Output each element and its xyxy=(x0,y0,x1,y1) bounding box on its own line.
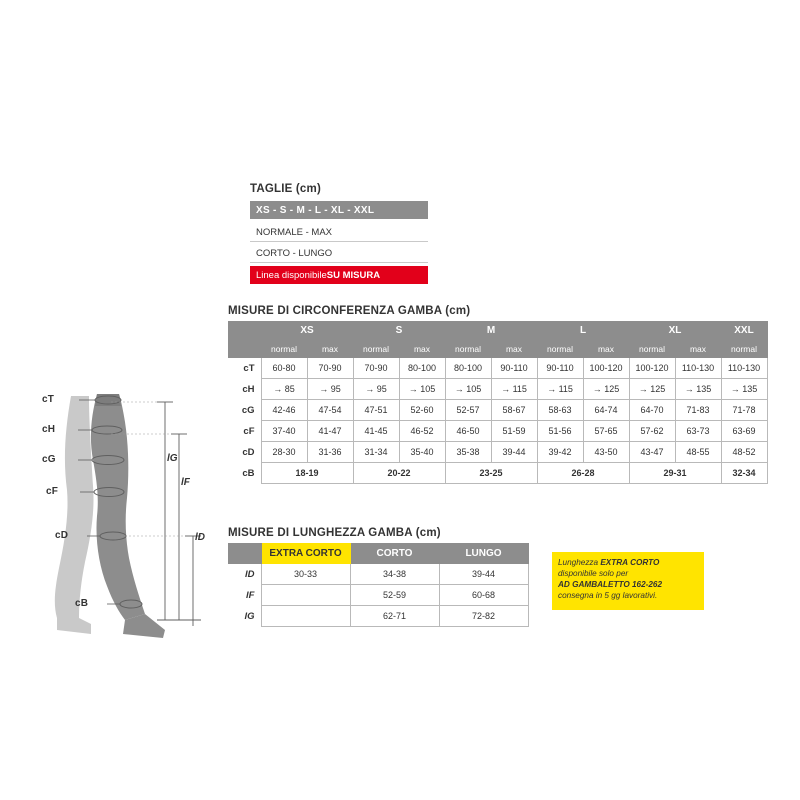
size-header-s: S xyxy=(353,322,445,340)
length-header-extra-corto: EXTRA CORTO xyxy=(261,544,350,564)
diagram-label-lD: lD xyxy=(195,532,205,543)
corner-cell xyxy=(229,322,262,340)
length-cell-lF-corto: 52-59 xyxy=(350,585,439,606)
length-row-label-lF: lF xyxy=(229,585,262,606)
cell-cF-7: 57-65 xyxy=(583,421,629,442)
length-row-lD xyxy=(229,564,529,585)
cell-cT-10: 110-130 xyxy=(721,358,767,379)
diagram-label-cD: cD xyxy=(55,530,69,541)
diagram-label-cG: cG xyxy=(42,454,56,465)
circumference-size-header-row xyxy=(229,322,768,340)
cell-cF-3: 46-52 xyxy=(399,421,445,442)
leg-diagram xyxy=(42,390,225,650)
cell-cG-3: 52-60 xyxy=(399,400,445,421)
cell-cD-6: 39-42 xyxy=(537,442,583,463)
cell-cH-4: → 105 xyxy=(445,379,491,400)
sub-header-6: normal xyxy=(537,340,583,358)
row-label-cT: cT xyxy=(229,358,262,379)
size-header-m: M xyxy=(445,322,537,340)
cell-cD-2: 31-34 xyxy=(353,442,399,463)
cell-cF-10: 63-69 xyxy=(721,421,767,442)
circumference-sub-header-row xyxy=(229,340,768,358)
cell-cD-3: 35-40 xyxy=(399,442,445,463)
cell-cG-2: 47-51 xyxy=(353,400,399,421)
length-row-lG xyxy=(229,606,529,627)
sizes-title: TAGLIE (cm) xyxy=(250,183,321,195)
note-line3: AD GAMBALETTO 162-262 xyxy=(558,580,663,590)
cell-cT-0: 60-80 xyxy=(261,358,307,379)
sub-header-5: max xyxy=(491,340,537,358)
cell-cH-8: → 125 xyxy=(629,379,675,400)
length-row-label-lD: lD xyxy=(229,564,262,585)
size-header-l: L xyxy=(537,322,629,340)
length-cell-lG-extra-corto xyxy=(261,606,350,627)
cell-cD-4: 35-38 xyxy=(445,442,491,463)
cell-cG-4: 52-57 xyxy=(445,400,491,421)
cell-cT-5: 90-110 xyxy=(491,358,537,379)
row-label-cD: cD xyxy=(229,442,262,463)
length-cell-lD-extra-corto: 30-33 xyxy=(261,564,350,585)
cell-cF-6: 51-56 xyxy=(537,421,583,442)
cell-cF-4: 46-50 xyxy=(445,421,491,442)
cell-cH-9: → 135 xyxy=(675,379,721,400)
table-row-cG xyxy=(229,400,768,421)
extra-corto-note xyxy=(552,552,704,610)
diagram-label-cB: cB xyxy=(75,598,89,609)
cell-cB-m: 23-25 xyxy=(445,463,537,484)
length-header-row xyxy=(229,544,529,564)
sizes-line-normale-max: NORMALE - MAX xyxy=(250,224,428,242)
cell-cF-0: 37-40 xyxy=(261,421,307,442)
note-line4: consegna in 5 gg lavorativi. xyxy=(558,591,658,601)
cell-cG-6: 58-63 xyxy=(537,400,583,421)
back-foot-shape xyxy=(57,618,91,634)
length-cell-lD-lungo: 39-44 xyxy=(439,564,528,585)
cell-cB-xl: 29-31 xyxy=(629,463,721,484)
cell-cD-0: 28-30 xyxy=(261,442,307,463)
cell-cG-1: 47-54 xyxy=(307,400,353,421)
length-table xyxy=(228,543,529,627)
sub-header-3: max xyxy=(399,340,445,358)
size-header-xl: XL xyxy=(629,322,721,340)
sub-header-2: normal xyxy=(353,340,399,358)
cell-cF-8: 57-62 xyxy=(629,421,675,442)
sub-header-4: normal xyxy=(445,340,491,358)
custom-line-banner xyxy=(250,266,428,284)
sizes-line-corto-lungo: CORTO - LUNGO xyxy=(250,245,428,263)
length-cell-lG-lungo: 72-82 xyxy=(439,606,528,627)
cell-cD-10: 48-52 xyxy=(721,442,767,463)
cell-cD-8: 43-47 xyxy=(629,442,675,463)
cell-cH-0: → 85 xyxy=(261,379,307,400)
length-header-lungo: LUNGO xyxy=(439,544,528,564)
length-header-corto: CORTO xyxy=(350,544,439,564)
cell-cD-1: 31-36 xyxy=(307,442,353,463)
sizes-bar: XS - S - M - L - XL - XXL xyxy=(250,201,428,219)
cell-cH-10: → 135 xyxy=(721,379,767,400)
size-header-xxl: XXL xyxy=(721,322,767,340)
cell-cD-5: 39-44 xyxy=(491,442,537,463)
custom-line-strong: SU MISURA xyxy=(326,269,381,281)
note-line1-strong: EXTRA CORTO xyxy=(600,558,660,567)
cell-cH-3: → 105 xyxy=(399,379,445,400)
cell-cG-5: 58-67 xyxy=(491,400,537,421)
cell-cG-9: 71-83 xyxy=(675,400,721,421)
cell-cT-2: 70-90 xyxy=(353,358,399,379)
diagram-label-cF: cF xyxy=(46,486,59,497)
length-cell-lF-extra-corto xyxy=(261,585,350,606)
cell-cF-1: 41-47 xyxy=(307,421,353,442)
row-label-cG: cG xyxy=(229,400,262,421)
cell-cH-6: → 115 xyxy=(537,379,583,400)
length-corner-cell xyxy=(229,544,262,564)
cell-cB-s: 20-22 xyxy=(353,463,445,484)
cell-cG-0: 42-46 xyxy=(261,400,307,421)
cell-cH-2: → 95 xyxy=(353,379,399,400)
cell-cT-7: 100-120 xyxy=(583,358,629,379)
diagram-label-lG: lG xyxy=(167,453,178,464)
length-row-label-lG: lG xyxy=(229,606,262,627)
cell-cH-5: → 115 xyxy=(491,379,537,400)
sub-header-8: normal xyxy=(629,340,675,358)
cell-cG-10: 71-78 xyxy=(721,400,767,421)
row-label-cF: cF xyxy=(229,421,262,442)
front-leg-shape xyxy=(91,394,145,620)
cell-cF-9: 63-73 xyxy=(675,421,721,442)
cell-cD-9: 48-55 xyxy=(675,442,721,463)
note-line2: disponibile solo per xyxy=(558,569,629,579)
sub-header-10: normal xyxy=(721,340,767,358)
cell-cH-1: → 95 xyxy=(307,379,353,400)
cell-cT-8: 100-120 xyxy=(629,358,675,379)
table-row-cD xyxy=(229,442,768,463)
cell-cF-2: 41-45 xyxy=(353,421,399,442)
cell-cG-8: 64-70 xyxy=(629,400,675,421)
note-line1-plain: Lunghezza xyxy=(558,558,601,567)
circumference-table xyxy=(228,321,768,484)
cell-cH-7: → 125 xyxy=(583,379,629,400)
row-label-cH: cH xyxy=(229,379,262,400)
cell-cT-3: 80-100 xyxy=(399,358,445,379)
cell-cG-7: 64-74 xyxy=(583,400,629,421)
circumference-title: MISURE DI CIRCONFERENZA GAMBA (cm) xyxy=(228,305,471,317)
back-leg-shape xyxy=(55,396,94,618)
cell-cT-1: 70-90 xyxy=(307,358,353,379)
cell-cD-7: 43-50 xyxy=(583,442,629,463)
cell-cT-9: 110-130 xyxy=(675,358,721,379)
length-cell-lG-corto: 62-71 xyxy=(350,606,439,627)
row-label-cB: cB xyxy=(229,463,262,484)
diagram-label-cT: cT xyxy=(42,394,55,405)
diagram-label-lF: lF xyxy=(181,477,190,488)
custom-line-prefix: Linea disponibile xyxy=(256,269,327,281)
length-row-lF xyxy=(229,585,529,606)
diagram-label-cH: cH xyxy=(42,424,56,435)
leg-diagram-svg xyxy=(45,390,225,650)
cell-cT-6: 90-110 xyxy=(537,358,583,379)
cell-cT-4: 80-100 xyxy=(445,358,491,379)
length-title: MISURE DI LUNGHEZZA GAMBA (cm) xyxy=(228,527,441,539)
table-row-cH xyxy=(229,379,768,400)
size-header-xs: XS xyxy=(261,322,353,340)
table-row-cT xyxy=(229,358,768,379)
cell-cB-xxl: 32-34 xyxy=(721,463,767,484)
sub-header-0: normal xyxy=(261,340,307,358)
table-row-cB xyxy=(229,463,768,484)
cell-cF-5: 51-59 xyxy=(491,421,537,442)
corner-cell-2 xyxy=(229,340,262,358)
table-row-cF xyxy=(229,421,768,442)
cell-cB-l: 26-28 xyxy=(537,463,629,484)
sub-header-7: max xyxy=(583,340,629,358)
cell-cB-xs: 18-19 xyxy=(261,463,353,484)
sub-header-9: max xyxy=(675,340,721,358)
length-cell-lD-corto: 34-38 xyxy=(350,564,439,585)
length-cell-lF-lungo: 60-68 xyxy=(439,585,528,606)
sub-header-1: max xyxy=(307,340,353,358)
